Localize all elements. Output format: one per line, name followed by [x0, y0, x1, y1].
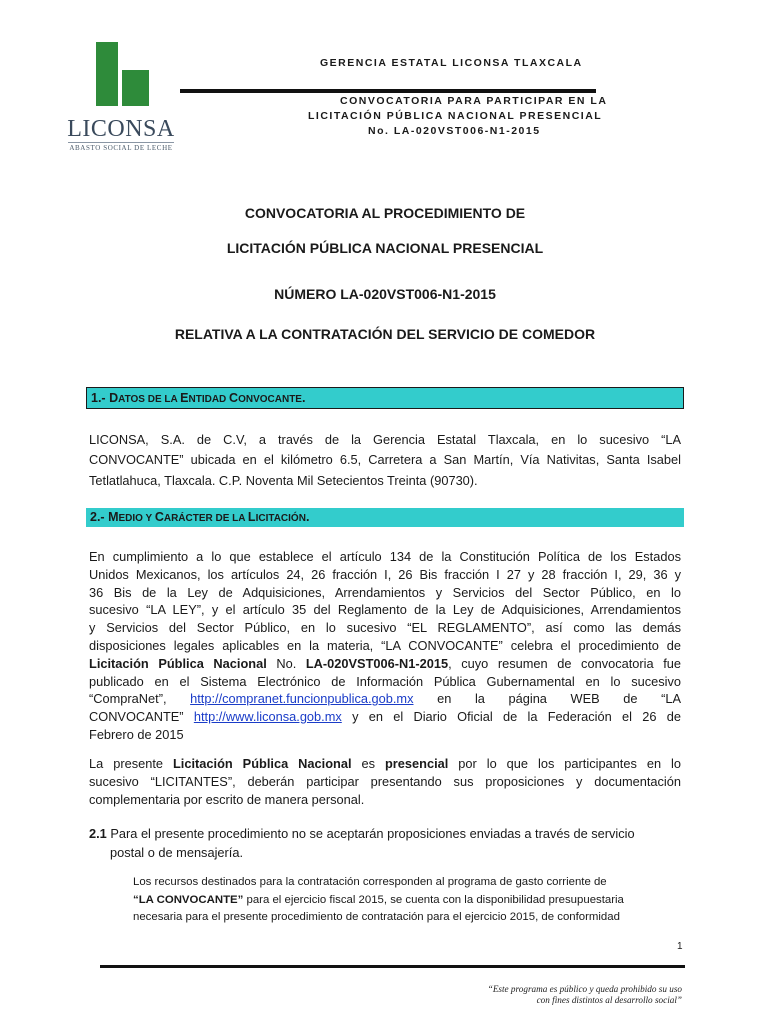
- footer-legend-line-1: “Este programa es público y queda prohibido su uso: [487, 984, 682, 994]
- heading-smallcaps: ICITACIÓN: [255, 513, 306, 524]
- text: en la página WEB de “LA: [437, 691, 682, 707]
- heading-smallcaps: ONVOCANTE: [238, 394, 302, 405]
- text-line: [89, 755, 681, 773]
- heading-smallcaps: ARÁCTER DE LA: [163, 513, 248, 524]
- text-line: postal o de mensajería.: [110, 845, 244, 860]
- text-line: sucesivo “LA LEY”, y el artículo 35 del Reglamento de la Ley de Adquisiciones, Arrendamientos: [89, 602, 681, 618]
- clause-2-1: [89, 824, 681, 862]
- header-line-3: No. LA-020VST006-N1-2015: [368, 125, 541, 137]
- header-line-1: CONVOCATORIA PARA PARTICIPAR EN LA: [340, 95, 608, 107]
- heading-dot: .: [301, 391, 306, 405]
- document-subject: RELATIVA A LA CONTRATACIÓN DEL SERVICIO DE COMEDOR: [174, 326, 596, 342]
- heading-cap: C: [154, 510, 164, 524]
- text-line: [89, 824, 681, 843]
- text-line: Tetlatlahuca, Tlaxcala. C.P. Noventa Mil Setecientos Treinta (90730).: [89, 472, 478, 488]
- section-number: 2.-: [90, 510, 109, 524]
- text-line: En cumplimiento a lo que establece el artículo 134 de la Constitución Política de los Estados: [89, 549, 681, 564]
- liconsa-link[interactable]: http://www.liconsa.gob.mx: [193, 709, 342, 725]
- text-line: Febrero de 2015: [89, 726, 184, 742]
- text-line: necesaria para el presente procedimiento de contratación para el ejercicio 2015, de conformidad: [133, 911, 620, 923]
- bold-text: Licitación Pública Nacional: [172, 756, 352, 771]
- bold-text: Licitación Pública Nacional: [89, 655, 267, 671]
- text: Para el presente procedimiento no se aceptarán proposiciones enviadas a través de servicio: [106, 826, 635, 841]
- paragraph-medio-caracter: [89, 548, 681, 744]
- paragraph-presencial: [89, 755, 681, 808]
- compranet-link[interactable]: http://compranet.funcionpublica.gob.mx: [190, 691, 414, 707]
- text-line: publicado en el Sistema Electrónico de Información Pública Gubernamental en lo sucesivo: [89, 673, 681, 689]
- text: No.: [266, 655, 306, 671]
- header-line-2: LICITACIÓN PÚBLICA NACIONAL PRESENCIAL: [308, 110, 603, 122]
- document-number: NÚMERO LA-020VST006-N1-2015: [274, 286, 496, 302]
- text-line: CONVOCANTE” ubicada en el kilómetro 6.5, Carretera a San Martín, Vía Nativitas, Santa Isabel: [89, 452, 681, 468]
- footer-rule: [100, 965, 685, 968]
- header-title: GERENCIA ESTATAL LICONSA TLAXCALA: [320, 57, 583, 69]
- text-line: disposiciones legales aplicables en la materia, “LA CONVOCANTE” celebra el procedimiento de: [89, 637, 681, 653]
- text-line: [89, 708, 681, 726]
- logo-mark-tall: [96, 42, 118, 106]
- document-title-1: CONVOCATORIA AL PROCEDIMIENTO DE: [244, 205, 526, 221]
- logo-divider: [68, 142, 174, 143]
- bold-text: LA-020VST006-N1-2015: [305, 655, 449, 671]
- text: para el ejercicio fiscal 2015, se cuenta con la disponibilidad presupuestaria: [243, 893, 624, 906]
- text-line: [133, 892, 681, 910]
- text: por lo que los participantes en lo: [448, 756, 681, 771]
- text-line: sucesivo “LICITANTES”, deberán participar presentando sus proposiciones y documentación: [89, 773, 681, 789]
- heading-cap: C: [229, 391, 239, 405]
- bold-text: presencial: [384, 756, 449, 771]
- heading-cap: D: [109, 391, 119, 405]
- page-number: 1: [677, 941, 683, 952]
- text-line: 36 Bis de la Ley de Adquisiciones, Arrendamientos y Servicios del Sector Público, en lo: [89, 584, 681, 600]
- paragraph-recursos: [133, 874, 681, 927]
- footer-legend-line-2: con fines distintos al desarrollo social”: [536, 995, 682, 1005]
- logo-wordmark: LICONSA: [67, 116, 175, 142]
- section-number: 1.-: [91, 391, 110, 405]
- text: “CompraNet”,: [89, 691, 167, 707]
- section-2-heading: [86, 508, 684, 527]
- text: La presente: [89, 756, 173, 771]
- liconsa-logo: [66, 40, 176, 158]
- text-line: Unidos Mexicanos, los artículos 24, 26 fracción I, 26 Bis fracción I 27 y 28 fracción I, 29, 36 y: [89, 566, 681, 582]
- section-1-heading: [86, 387, 684, 409]
- text-line: [89, 655, 681, 673]
- clause-number: 2.1: [89, 826, 107, 841]
- bold-text: “LA CONVOCANTE”: [133, 893, 244, 906]
- text-line: Los recursos destinados para la contratación corresponden al programa de gasto corriente de: [133, 876, 607, 888]
- heading-cap: L: [247, 510, 256, 524]
- text: y en el Diario Oficial de la Federación el 26 de: [341, 709, 681, 725]
- text: es: [351, 756, 385, 771]
- text-line: [89, 690, 681, 708]
- heading-cap: E: [180, 391, 189, 405]
- heading-smallcaps: NTIDAD: [188, 394, 230, 405]
- text-line: complementaria por escrito de manera personal.: [89, 791, 365, 807]
- heading-smallcaps: EDIO Y: [118, 513, 155, 524]
- heading-cap: M: [108, 510, 119, 524]
- logo-mark-short: [122, 70, 149, 106]
- heading-dot: .: [305, 510, 310, 524]
- text-line: LICONSA, S.A. de C.V, a través de la Gerencia Estatal Tlaxcala, en lo sucesivo “LA: [89, 432, 681, 447]
- text: CONVOCANTE”: [89, 709, 194, 725]
- header-rule: [180, 89, 596, 93]
- document-title-2: LICITACIÓN PÚBLICA NACIONAL PRESENCIAL: [226, 240, 544, 256]
- text-line: y Servicios del Sector Público, en lo sucesivo “EL REGLAMENTO”, así como las demás: [89, 620, 681, 636]
- text: , cuyo resumen de convocatoria fue: [448, 655, 681, 671]
- heading-smallcaps: ATOS DE LA: [118, 394, 181, 405]
- logo-tagline: ABASTO SOCIAL DE LECHE: [69, 144, 173, 152]
- paragraph-entidad: [89, 430, 681, 491]
